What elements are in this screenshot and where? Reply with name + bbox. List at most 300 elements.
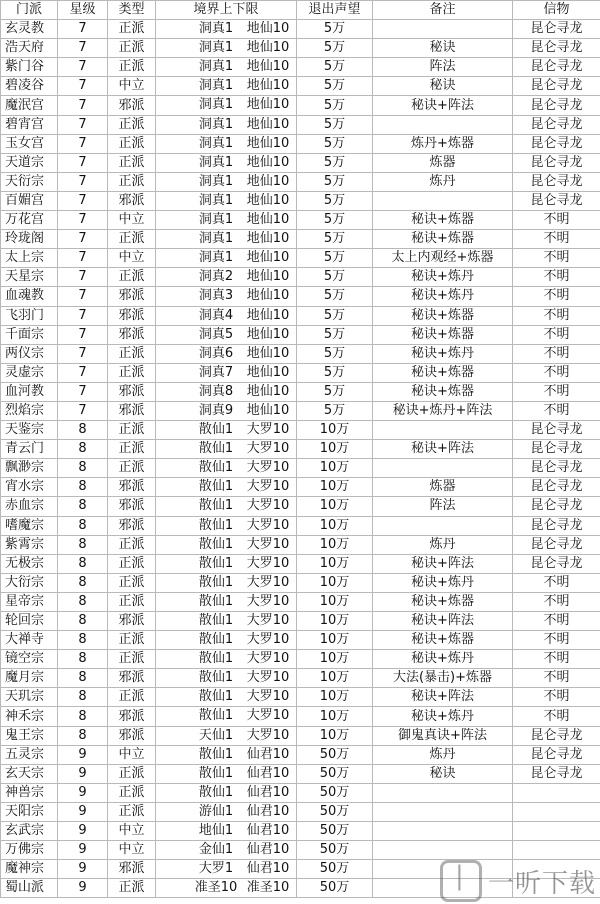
- cell-star: 7: [58, 401, 108, 420]
- cell-realm: [156, 592, 297, 611]
- cell-sect: 赤血宗: [1, 497, 58, 516]
- cell-note: 太上内观经+炼器: [373, 249, 513, 268]
- cell-sect: 天星宗: [1, 268, 58, 287]
- cell-exit: 5万: [297, 287, 373, 306]
- table-row: [1, 306, 600, 325]
- realm-low: 洞真1: [198, 231, 234, 247]
- table-row: [1, 802, 600, 821]
- cell-note: [373, 516, 513, 535]
- cell-exit: 10万: [297, 440, 373, 459]
- cell-sect: 星帝宗: [1, 592, 58, 611]
- cell-sect: 天阳宗: [1, 802, 58, 821]
- realm-low: 洞真1: [198, 59, 234, 75]
- realm-low: 洞真1: [198, 116, 234, 132]
- cell-type: 邪派: [108, 860, 156, 879]
- realm-low: 洞真1: [198, 40, 234, 56]
- header-note: 备注: [373, 1, 513, 20]
- realm-low: 散仙1: [198, 593, 234, 609]
- realm-low: 洞真4: [198, 307, 234, 323]
- realm-high: 大罗10: [246, 536, 290, 552]
- cell-star: 8: [58, 592, 108, 611]
- realm-high: 大罗10: [246, 555, 290, 571]
- table-row: [1, 764, 600, 783]
- cell-exit: 50万: [297, 841, 373, 860]
- cell-note: 秘诀+炼丹+阵法: [373, 401, 513, 420]
- cell-note: 秘诀+炼器: [373, 230, 513, 249]
- realm-low: 散仙1: [198, 651, 234, 667]
- cell-note: [373, 20, 513, 39]
- realm-high: 地仙10: [246, 345, 290, 361]
- cell-sect: 轮回宗: [1, 612, 58, 631]
- realm-high: 地仙10: [246, 307, 290, 323]
- table-row: [1, 497, 600, 516]
- cell-sect: 两仪宗: [1, 344, 58, 363]
- cell-token: 不明: [513, 249, 600, 268]
- cell-exit: 10万: [297, 421, 373, 440]
- cell-type: 正派: [108, 440, 156, 459]
- cell-star: 7: [58, 382, 108, 401]
- cell-note: 秘诀+炼器: [373, 363, 513, 382]
- cell-star: 7: [58, 172, 108, 191]
- cell-sect: 血河教: [1, 382, 58, 401]
- cell-exit: 10万: [297, 592, 373, 611]
- cell-type: 正派: [108, 573, 156, 592]
- realm-high: 地仙10: [246, 231, 290, 247]
- cell-exit: 5万: [297, 39, 373, 58]
- cell-sect: 百媚宫: [1, 191, 58, 210]
- cell-exit: 5万: [297, 153, 373, 172]
- cell-type: 邪派: [108, 382, 156, 401]
- cell-realm: [156, 230, 297, 249]
- realm-low: 散仙1: [198, 708, 234, 724]
- cell-exit: 50万: [297, 764, 373, 783]
- cell-type: 邪派: [108, 669, 156, 688]
- realm-low: 散仙1: [198, 746, 234, 762]
- cell-star: 8: [58, 554, 108, 573]
- realm-high: 地仙10: [246, 154, 290, 170]
- cell-token: 昆仑寻龙: [513, 764, 600, 783]
- cell-star: 8: [58, 421, 108, 440]
- realm-high: 大罗10: [246, 441, 290, 457]
- cell-token: 不明: [513, 230, 600, 249]
- cell-sect: 灵虚宗: [1, 363, 58, 382]
- cell-star: 9: [58, 860, 108, 879]
- cell-star: 9: [58, 879, 108, 898]
- realm-low: 散仙1: [198, 498, 234, 514]
- cell-exit: 10万: [297, 478, 373, 497]
- table-row: [1, 535, 600, 554]
- cell-star: 7: [58, 287, 108, 306]
- watermark-logo-icon: [440, 860, 482, 902]
- realm-high: 地仙10: [246, 78, 290, 94]
- cell-exit: 5万: [297, 382, 373, 401]
- realm-high: 大罗10: [246, 422, 290, 438]
- cell-star: 7: [58, 344, 108, 363]
- cell-type: 正派: [108, 554, 156, 573]
- table-row: [1, 382, 600, 401]
- cell-token: 不明: [513, 707, 600, 726]
- cell-type: 邪派: [108, 306, 156, 325]
- realm-high: 仙君10: [246, 784, 290, 800]
- cell-sect: 天道宗: [1, 153, 58, 172]
- cell-token: 昆仑寻龙: [513, 440, 600, 459]
- cell-token: 昆仑寻龙: [513, 421, 600, 440]
- table-row: [1, 612, 600, 631]
- cell-note: 秘诀+炼丹: [373, 707, 513, 726]
- realm-high: 大罗10: [246, 727, 290, 743]
- cell-token: 昆仑寻龙: [513, 459, 600, 478]
- cell-realm: [156, 440, 297, 459]
- realm-low: 洞真9: [198, 402, 234, 418]
- cell-realm: [156, 554, 297, 573]
- cell-realm: [156, 707, 297, 726]
- header-star: 星级: [58, 1, 108, 20]
- cell-note: 秘诀+炼丹: [373, 650, 513, 669]
- cell-realm: [156, 325, 297, 344]
- table-row: [1, 58, 600, 77]
- cell-realm: [156, 478, 297, 497]
- cell-note: 秘诀: [373, 764, 513, 783]
- realm-low: 散仙1: [198, 670, 234, 686]
- cell-note: 阵法: [373, 497, 513, 516]
- cell-type: 邪派: [108, 516, 156, 535]
- realm-low: 散仙1: [198, 441, 234, 457]
- cell-realm: [156, 401, 297, 420]
- table-row: [1, 96, 600, 115]
- cell-note: 炼丹: [373, 535, 513, 554]
- cell-note: [373, 783, 513, 802]
- realm-low: 散仙1: [198, 479, 234, 495]
- cell-realm: [156, 153, 297, 172]
- table-row: [1, 726, 600, 745]
- cell-star: 7: [58, 20, 108, 39]
- cell-exit: 10万: [297, 650, 373, 669]
- table-row: [1, 822, 600, 841]
- header-row: [1, 1, 600, 20]
- cell-star: 8: [58, 707, 108, 726]
- realm-low: 金仙1: [198, 842, 234, 858]
- cell-star: 7: [58, 77, 108, 96]
- cell-exit: 10万: [297, 459, 373, 478]
- realm-low: 地仙1: [198, 823, 234, 839]
- cell-note: [373, 115, 513, 134]
- table-body: [1, 20, 600, 898]
- cell-token: 昆仑寻龙: [513, 554, 600, 573]
- table-row: [1, 249, 600, 268]
- cell-realm: [156, 631, 297, 650]
- table-row: [1, 20, 600, 39]
- realm-high: 地仙10: [246, 116, 290, 132]
- table-row: [1, 650, 600, 669]
- cell-star: 9: [58, 822, 108, 841]
- cell-realm: [156, 421, 297, 440]
- cell-sect: 鬼王宗: [1, 726, 58, 745]
- cell-exit: 10万: [297, 612, 373, 631]
- cell-realm: [156, 382, 297, 401]
- table-row: [1, 440, 600, 459]
- cell-token: 昆仑寻龙: [513, 516, 600, 535]
- cell-star: 8: [58, 612, 108, 631]
- cell-star: 7: [58, 211, 108, 230]
- cell-note: 炼丹: [373, 172, 513, 191]
- table-row: [1, 554, 600, 573]
- cell-sect: 魔神宗: [1, 860, 58, 879]
- cell-token: 不明: [513, 401, 600, 420]
- cell-exit: 5万: [297, 306, 373, 325]
- cell-sect: 天玑宗: [1, 688, 58, 707]
- realm-low: 散仙1: [198, 689, 234, 705]
- cell-exit: 10万: [297, 516, 373, 535]
- cell-realm: [156, 726, 297, 745]
- realm-high: 地仙10: [246, 402, 290, 418]
- cell-token: 昆仑寻龙: [513, 172, 600, 191]
- cell-sect: 碧凌谷: [1, 77, 58, 96]
- cell-sect: 宵水宗: [1, 478, 58, 497]
- realm-high: 地仙10: [246, 364, 290, 380]
- cell-realm: [156, 287, 297, 306]
- cell-note: 秘诀+炼器: [373, 631, 513, 650]
- realm-low: 准圣10: [194, 880, 238, 896]
- cell-token: [513, 822, 600, 841]
- cell-token: 不明: [513, 268, 600, 287]
- header-realm: 境界上下限: [156, 1, 297, 20]
- cell-type: 邪派: [108, 287, 156, 306]
- cell-token: 不明: [513, 363, 600, 382]
- cell-token: 昆仑寻龙: [513, 191, 600, 210]
- cell-star: 9: [58, 841, 108, 860]
- cell-realm: [156, 745, 297, 764]
- cell-note: 秘诀+炼器: [373, 325, 513, 344]
- cell-exit: 5万: [297, 401, 373, 420]
- cell-realm: [156, 516, 297, 535]
- cell-sect: 玄灵教: [1, 20, 58, 39]
- realm-low: 散仙1: [198, 632, 234, 648]
- cell-exit: 5万: [297, 172, 373, 191]
- table-row: [1, 631, 600, 650]
- realm-high: 大罗10: [246, 517, 290, 533]
- table-row: [1, 688, 600, 707]
- cell-star: 8: [58, 535, 108, 554]
- realm-low: 散仙1: [198, 765, 234, 781]
- realm-low: 散仙1: [198, 460, 234, 476]
- realm-low: 洞真1: [198, 78, 234, 94]
- header-token: 信物: [513, 1, 600, 20]
- cell-token: 不明: [513, 631, 600, 650]
- cell-note: 秘诀+炼器: [373, 306, 513, 325]
- realm-high: 仙君10: [246, 842, 290, 858]
- realm-high: 地仙10: [246, 97, 290, 113]
- table-row: [1, 191, 600, 210]
- cell-sect: 万佛宗: [1, 841, 58, 860]
- cell-token: 昆仑寻龙: [513, 478, 600, 497]
- header-sect: 门派: [1, 1, 58, 20]
- realm-low: 洞真1: [198, 21, 234, 37]
- realm-high: 地仙10: [246, 59, 290, 75]
- cell-token: 不明: [513, 211, 600, 230]
- realm-high: 大罗10: [246, 670, 290, 686]
- cell-token: 昆仑寻龙: [513, 535, 600, 554]
- cell-note: [373, 822, 513, 841]
- table-row: [1, 783, 600, 802]
- cell-sect: 嗜魔宗: [1, 516, 58, 535]
- realm-low: 散仙1: [198, 574, 234, 590]
- cell-note: [373, 841, 513, 860]
- cell-exit: 5万: [297, 191, 373, 210]
- cell-sect: 天衍宗: [1, 172, 58, 191]
- cell-sect: 天鉴宗: [1, 421, 58, 440]
- cell-note: 秘诀+炼丹: [373, 268, 513, 287]
- cell-token: 不明: [513, 382, 600, 401]
- cell-sect: 蜀山派: [1, 879, 58, 898]
- cell-type: 中立: [108, 841, 156, 860]
- table-row: [1, 745, 600, 764]
- realm-low: 天仙1: [198, 727, 234, 743]
- cell-type: 中立: [108, 822, 156, 841]
- cell-token: 不明: [513, 573, 600, 592]
- cell-sect: 青云门: [1, 440, 58, 459]
- realm-high: 大罗10: [246, 593, 290, 609]
- cell-type: 正派: [108, 153, 156, 172]
- cell-sect: 神禾宗: [1, 707, 58, 726]
- cell-token: 昆仑寻龙: [513, 96, 600, 115]
- realm-low: 散仙1: [198, 784, 234, 800]
- cell-note: 秘诀: [373, 39, 513, 58]
- cell-sect: 玲珑阁: [1, 230, 58, 249]
- cell-star: 9: [58, 764, 108, 783]
- table-row: [1, 172, 600, 191]
- realm-high: 地仙10: [246, 212, 290, 228]
- cell-exit: 10万: [297, 688, 373, 707]
- table-row: [1, 325, 600, 344]
- table-row: [1, 478, 600, 497]
- cell-star: 7: [58, 249, 108, 268]
- cell-exit: 5万: [297, 249, 373, 268]
- cell-star: 7: [58, 230, 108, 249]
- cell-exit: 5万: [297, 58, 373, 77]
- cell-star: 7: [58, 96, 108, 115]
- table-row: [1, 115, 600, 134]
- cell-type: 正派: [108, 802, 156, 821]
- cell-sect: 千面宗: [1, 325, 58, 344]
- cell-star: 7: [58, 363, 108, 382]
- cell-type: 正派: [108, 363, 156, 382]
- cell-exit: 5万: [297, 363, 373, 382]
- cell-token: 不明: [513, 287, 600, 306]
- cell-sect: 魔月宗: [1, 669, 58, 688]
- table-row: [1, 344, 600, 363]
- cell-star: 8: [58, 478, 108, 497]
- cell-star: 8: [58, 688, 108, 707]
- cell-realm: [156, 841, 297, 860]
- table-row: [1, 287, 600, 306]
- cell-realm: [156, 669, 297, 688]
- cell-star: 8: [58, 726, 108, 745]
- cell-realm: [156, 211, 297, 230]
- cell-realm: [156, 58, 297, 77]
- cell-star: 7: [58, 58, 108, 77]
- cell-type: 正派: [108, 459, 156, 478]
- cell-realm: [156, 612, 297, 631]
- cell-token: 昆仑寻龙: [513, 745, 600, 764]
- realm-low: 洞真2: [198, 269, 234, 285]
- cell-realm: [156, 96, 297, 115]
- table-row: [1, 401, 600, 420]
- cell-realm: [156, 306, 297, 325]
- cell-star: 8: [58, 631, 108, 650]
- cell-star: 9: [58, 783, 108, 802]
- cell-realm: [156, 535, 297, 554]
- realm-low: 游仙1: [198, 803, 234, 819]
- cell-exit: 50万: [297, 822, 373, 841]
- cell-exit: 5万: [297, 96, 373, 115]
- table-row: [1, 669, 600, 688]
- cell-star: 7: [58, 325, 108, 344]
- cell-type: 正派: [108, 20, 156, 39]
- realm-high: 地仙10: [246, 173, 290, 189]
- cell-note: 大法(暴击)+炼器: [373, 669, 513, 688]
- cell-realm: [156, 802, 297, 821]
- cell-realm: [156, 764, 297, 783]
- cell-type: 正派: [108, 592, 156, 611]
- cell-type: 邪派: [108, 726, 156, 745]
- realm-low: 洞真1: [198, 212, 234, 228]
- cell-type: 邪派: [108, 96, 156, 115]
- cell-sect: 飘渺宗: [1, 459, 58, 478]
- cell-type: 邪派: [108, 325, 156, 344]
- cell-note: 炼器: [373, 478, 513, 497]
- cell-note: 炼丹+炼器: [373, 134, 513, 153]
- table-row: [1, 707, 600, 726]
- cell-token: 昆仑寻龙: [513, 77, 600, 96]
- realm-low: 大罗1: [198, 861, 234, 877]
- cell-sect: 五灵宗: [1, 745, 58, 764]
- realm-high: 仙君10: [246, 746, 290, 762]
- cell-star: 9: [58, 802, 108, 821]
- cell-note: 秘诀+炼丹: [373, 287, 513, 306]
- realm-low: 散仙1: [198, 422, 234, 438]
- cell-realm: [156, 783, 297, 802]
- cell-token: 昆仑寻龙: [513, 153, 600, 172]
- cell-exit: 5万: [297, 268, 373, 287]
- realm-high: 大罗10: [246, 708, 290, 724]
- cell-type: 邪派: [108, 401, 156, 420]
- realm-low: 洞真1: [198, 154, 234, 170]
- cell-exit: 10万: [297, 707, 373, 726]
- realm-high: 大罗10: [246, 460, 290, 476]
- cell-exit: 5万: [297, 20, 373, 39]
- cell-exit: 50万: [297, 783, 373, 802]
- realm-low: 洞真1: [198, 192, 234, 208]
- realm-high: 大罗10: [246, 632, 290, 648]
- cell-realm: [156, 879, 297, 898]
- table-row: [1, 573, 600, 592]
- cell-exit: 10万: [297, 726, 373, 745]
- cell-sect: 神兽宗: [1, 783, 58, 802]
- realm-high: 大罗10: [246, 689, 290, 705]
- realm-low: 散仙1: [198, 517, 234, 533]
- realm-low: 洞真3: [198, 288, 234, 304]
- table-row: [1, 516, 600, 535]
- cell-type: 正派: [108, 421, 156, 440]
- cell-token: 不明: [513, 669, 600, 688]
- cell-sect: 紫霄宗: [1, 535, 58, 554]
- cell-exit: 5万: [297, 325, 373, 344]
- table-row: [1, 153, 600, 172]
- realm-low: 散仙1: [198, 613, 234, 628]
- cell-realm: [156, 497, 297, 516]
- cell-type: 中立: [108, 211, 156, 230]
- realm-low: 散仙1: [198, 536, 234, 552]
